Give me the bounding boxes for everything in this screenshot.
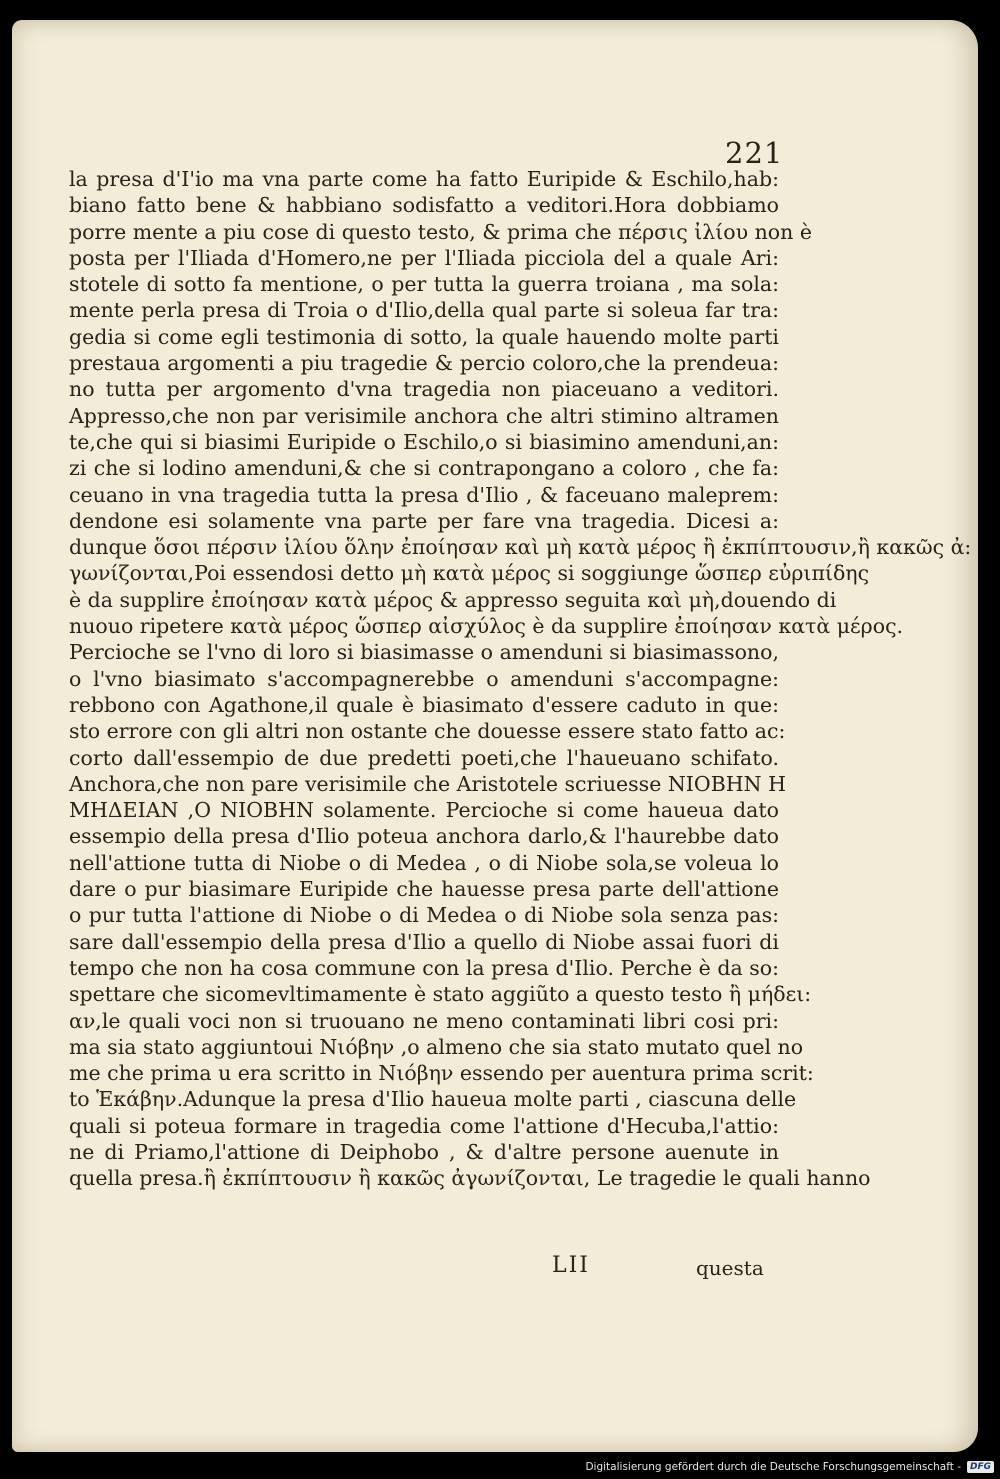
body-text [69,166,972,1192]
text-line: dunque ὅσοι πέρσιν ἰλίου ὅλην ἐποίησαν καὶ μὴ κατὰ μέρος ἢ ἐκπίπτουσιν,ἢ κακῶς ἀ: [69,535,972,560]
text-line: rebbono con Agathone,il quale è biasimato d'essere caduto in que: [69,692,779,717]
text-line: dendone esi solamente vna parte per fare vna tragedia. Dicesi a: [69,508,779,533]
text-line: quali si poteua formare in tragedia come l'attione d'Hecuba,l'attio: [69,1113,779,1138]
text-line: nell'attione tutta di Niobe o di Medea , o di Niobe sola,se voleua lo [69,850,779,875]
digitization-footer [585,1458,994,1476]
text-line: corto dall'essempio de due predetti poeti,che l'haueuano schifato. [69,745,779,770]
text-line: o l'vno biasimato s'accompagnerebbe o amenduni s'accompagne: [69,666,779,691]
text-line: me che prima u era scritto in Νιόβην essendo per auentura prima scrit: [69,1061,814,1086]
text-line: mente perla presa di Troia o d'Ilio,della qual parte si soleua far tra: [69,298,779,323]
text-line: gedia si come egli testimonia di sotto, la quale hauendo molte parti [69,324,779,349]
text-line: αν,le quali voci non si truouano ne meno contaminati libri cosi pri: [69,1008,779,1033]
text-line: dare o pur biasimare Euripide che hauesse presa parte dell'attione [69,877,779,902]
footer-credit: Digitalisierung gefördert durch die Deutsche Forschungsgemeinschaft - [585,1461,961,1473]
dfg-logo: DFG [967,1461,994,1473]
text-line: sto errore con gli altri non ostante che douesse essere stato fatto ac: [69,719,786,744]
page-number: 221 [725,136,784,170]
text-line: to Ἑκάβην.Adunque la presa d'Ilio haueua molte parti , ciascuna delle [69,1087,797,1112]
book-page [12,20,978,1452]
text-line: Percioche se l'vno di loro si biasimasse o amenduni si biasimassono, [69,640,779,665]
text-line: ma sia stato aggiuntoui Νιόβην ,o almeno che sia stato mutato quel no [69,1034,804,1059]
text-line: sare dall'essempio della presa d'Ilio a quello di Niobe assai fuori di [69,929,779,954]
text-line: porre mente a piu cose di questo testo, & prima che πέρσις ἰλίου non è [69,219,812,244]
text-line: o pur tutta l'attione di Niobe o di Medea o di Niobe sola senza pas: [69,903,779,928]
text-line: γωνίζονται,Poi essendosi detto μὴ κατὰ μέρος si soggiunge ὥσπερ εὐριπίδης [69,561,870,586]
text-line: Anchora,che non pare verisimile che Aristotele scriuesse ΝΙΟΒΗΝ Η [69,771,786,796]
text-line: biano fatto bene & habbiano sodisfatto a veditori.Hora dobbiamo [69,193,779,218]
text-line: prestaua argomenti a piu tragedie & percio coloro,che la prendeua: [69,351,779,376]
text-line: Appresso,che non par verisimile anchora che altri stimino altramen [69,403,779,428]
text-line: te,che qui si biasimi Euripide o Eschilo,o si biasimino amenduni,an: [69,429,779,454]
text-line: zi che si lodino amenduni,& che si contrapongano a coloro , che fa: [69,456,779,481]
text-line: nuouo ripetere κατὰ μέρος ὥσπερ αἰσχύλος è da supplire ἐποίησαν κατὰ μέρος. [69,614,904,639]
text-line: ne di Priamo,l'attione di Deiphobo , & d'altre persone auenute in [69,1139,779,1164]
text-line: essempio della presa d'Ilio poteua anchora darlo,& l'haurebbe dato [69,824,779,849]
text-line: posta per l'Iliada d'Homero,ne per l'Iliada picciola del a quale Ari: [69,245,779,270]
text-line: tempo che non ha cosa commune con la presa d'Ilio. Perche è da so: [69,955,779,980]
text-line: ceuano in vna tragedia tutta la presa d'Ilio , & faceuano maleprem: [69,482,779,507]
text-line: stotele di sotto fa mentione, o per tutta la guerra troiana , ma sola: [69,272,779,297]
text-line: ΜΗΔΕΙΑΝ ,Ο ΝΙΟΒΗΝ solamente. Percioche si come haueua dato [69,798,779,823]
catchword: questa [696,1256,764,1280]
text-line: la presa d'I'io ma vna parte come ha fatto Euripide & Eschilo,hab: [69,167,779,191]
printer-signature: LII [552,1253,590,1278]
text-line: è da supplire ἐποίησαν κατὰ μέρος & appresso seguita καὶ μὴ,douendo di [69,587,837,612]
text-line: spettare che sicomevltimamente è stato aggiũto a questo testo ἢ μήδει: [69,982,812,1007]
text-line: quella presa.ἢ ἐκπίπτουσιν ἢ κακῶς ἀγωνίζονται, Le tragedie le quali hanno [69,1166,871,1191]
text-line: no tutta per argomento d'vna tragedia non piaceuano a veditori. [69,377,779,402]
